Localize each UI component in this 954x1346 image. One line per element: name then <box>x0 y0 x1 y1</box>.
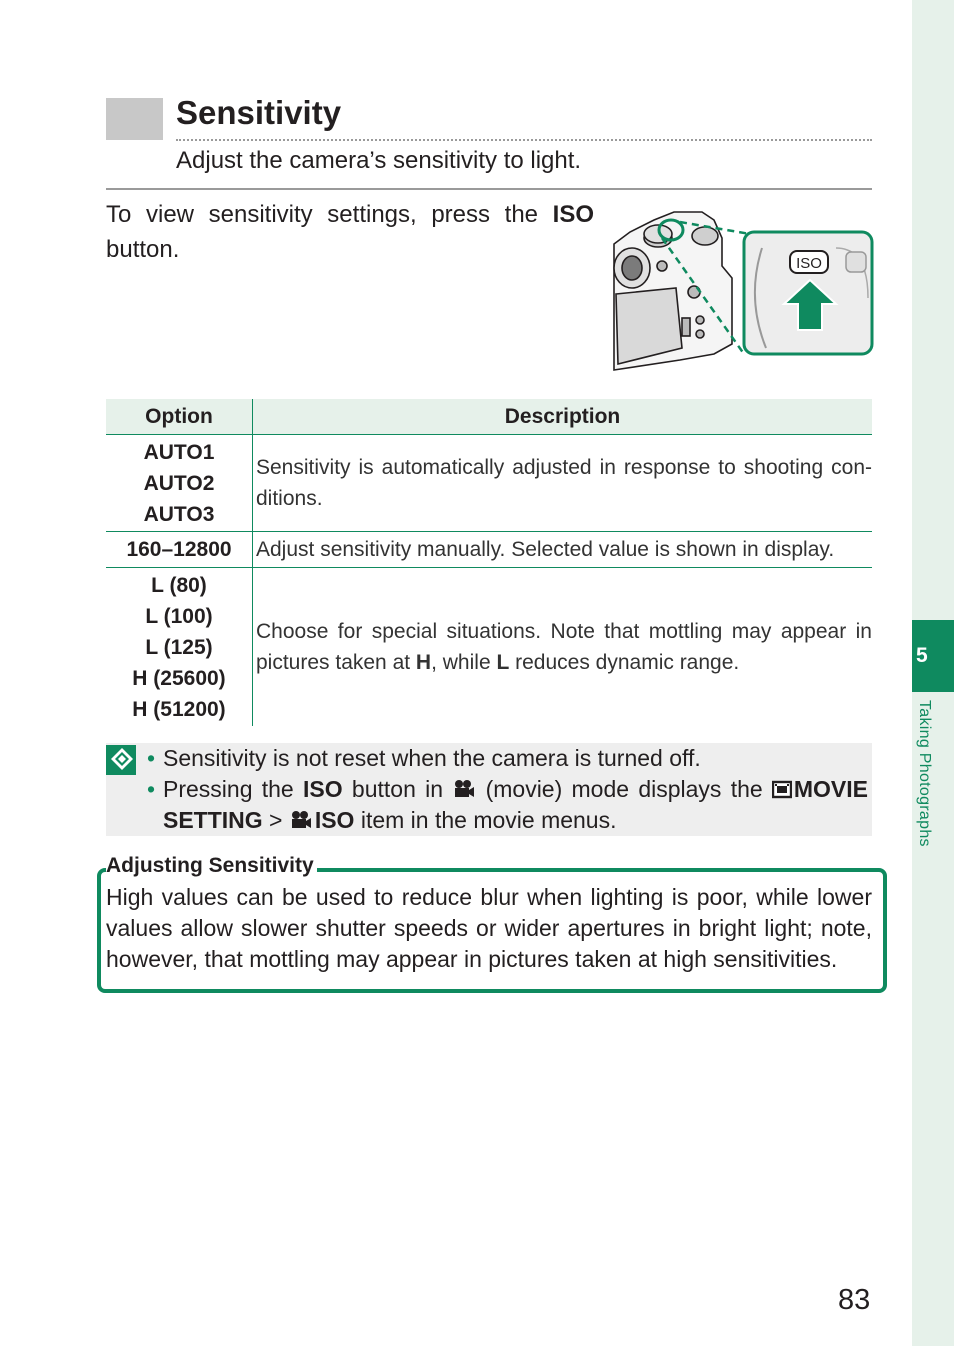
page-title: Sensitivity <box>176 94 342 131</box>
table-row <box>106 435 872 532</box>
iso-button-glyph: ISO <box>796 255 822 272</box>
option-value: L (100) <box>145 604 213 628</box>
iso-key-label: ISO <box>303 776 343 802</box>
note-item <box>146 743 868 774</box>
options-table <box>106 399 872 726</box>
option-cell <box>106 435 253 532</box>
table-header-row <box>106 399 872 435</box>
description-bold: H <box>415 651 432 674</box>
option-cell <box>106 568 253 727</box>
note-text: item in the movie menus. <box>354 807 617 833</box>
movie-mode-icon <box>452 779 476 799</box>
movie-setting-menu: MOVIE SETTING <box>163 776 868 833</box>
note-item <box>146 774 868 836</box>
movie-mode-icon <box>289 810 313 830</box>
description-cell: Sensitivity is automatically adjusted in response to shooting con-ditions. <box>253 435 873 532</box>
zoom-detail <box>744 232 872 354</box>
option-cell <box>106 532 253 568</box>
camera-illustration <box>610 208 874 374</box>
chapter-tab[interactable] <box>912 620 954 692</box>
table-row <box>106 568 872 727</box>
description-cell <box>253 568 873 727</box>
chapter-number: 5 <box>916 644 928 667</box>
column-header-description: Description <box>253 399 873 435</box>
callout-text: High values can be used to reduce blur when lighting is poor, while lower values allow slower shutter speeds or wider apertures in bright light; note, however, that mottling may appear in pictures taken at high sensitivities. <box>106 884 872 972</box>
description-cell: Adjust sensitivity manually. Selected value is shown in display. <box>253 532 873 568</box>
page-number: 83 <box>838 1284 871 1316</box>
description-text: reduces dynamic range. <box>509 651 740 674</box>
subtitle-divider <box>106 188 872 190</box>
movie-iso-item: ISO <box>314 807 355 833</box>
chapter-title: Taking Photographs <box>916 700 933 847</box>
intro-paragraph <box>106 197 594 267</box>
option-value: H (25600) <box>132 666 226 690</box>
option-value: AUTO2 <box>143 471 215 495</box>
option-value: AUTO1 <box>143 440 215 464</box>
note-list <box>146 743 868 836</box>
table-row <box>106 532 872 568</box>
note-separator: > <box>262 807 289 833</box>
callout-title: Adjusting Sensitivity <box>106 854 317 878</box>
column-header-option: Option <box>106 399 253 435</box>
note-text: Pressing the <box>163 776 304 802</box>
option-value: L (80) <box>151 573 207 597</box>
option-value: L (125) <box>145 635 213 659</box>
description-text: , while <box>431 651 497 674</box>
note-text: (movie) mode displays the <box>476 776 772 802</box>
movie-setting-icon <box>772 779 792 799</box>
intro-text-end: button. <box>106 236 180 263</box>
title-divider <box>176 139 872 141</box>
option-value: 160–12800 <box>126 538 232 561</box>
option-value: H (51200) <box>132 697 226 721</box>
option-value: AUTO3 <box>143 502 215 526</box>
page-subtitle: Adjust the camera’s sensitivity to light. <box>176 147 582 174</box>
camera-body <box>614 212 732 370</box>
description-bold: L <box>496 651 510 674</box>
iso-key-label: ISO <box>552 201 594 228</box>
note-text: button in <box>342 776 453 802</box>
note-icon <box>106 745 136 775</box>
intro-text: To view sensitivity settings, press the <box>106 201 553 228</box>
note-box <box>106 743 872 836</box>
note-text: Sensitivity is not reset when the camera is turned off. <box>163 745 701 771</box>
heading-marker <box>106 98 163 140</box>
description-text: Choose for special situations. Note that mottling may appear in pictures taken at <box>256 620 872 674</box>
